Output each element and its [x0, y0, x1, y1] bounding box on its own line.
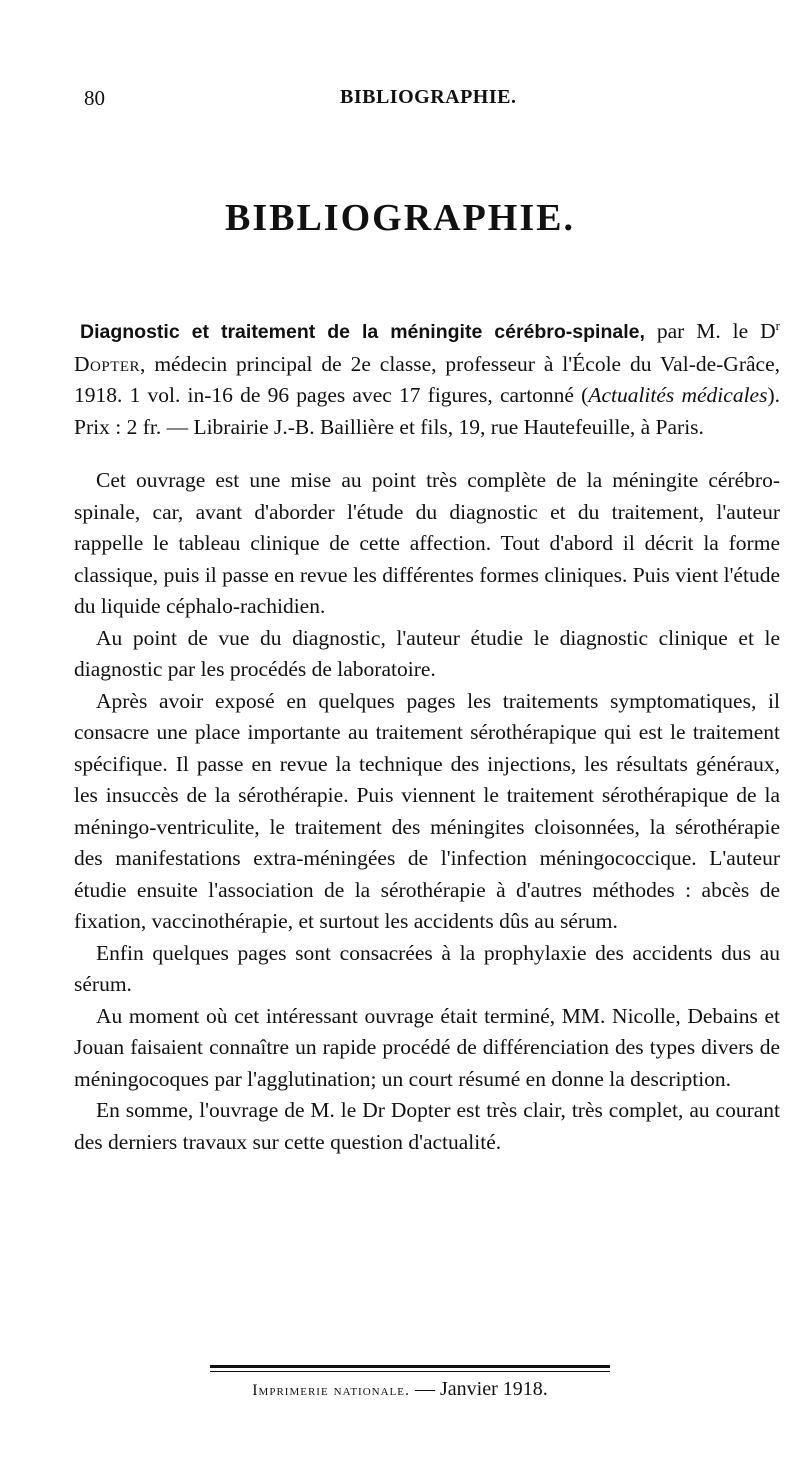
footer-rule-thin	[210, 1371, 610, 1372]
doctor-superscript: r	[775, 317, 780, 333]
review-paragraph: En somme, l'ouvrage de M. le Dr Dopter est très clair, très complet, au courant des derniers travaux sur cette question d'actualité.	[74, 1098, 780, 1154]
entry-by: par M. le D	[644, 319, 776, 343]
review-paragraph: Après avoir exposé en quelques pages les traitements symptomatiques, il consacre une place importante au traitement sérothérapique qui est le traitement spécifique. Il passe en revue la technique des injections, les résultats généraux, les insuccès de la sérothérapie. Puis viennent le traitement sérothérapique de la méningo-ventriculite, le traitement des méningites cloisonnées, la sérothérapie des manifestations extra-méningées de l'infection méningococcique. L'auteur étudie ensuite l'association de la sérothérapie à d'autres méthodes : abcès de fixation, vaccinothérapie, et surtout les accidents dûs au sérum.	[74, 688, 780, 933]
book-review	[74, 316, 780, 1158]
print-date: — Janvier 1918.	[410, 1378, 548, 1400]
footer-rule	[210, 1365, 610, 1372]
running-head	[0, 86, 800, 116]
entry-details: , médecin principal de 2e classe, professeur à l'École du Val-de-Grâce, 1918. 1 vol. in-16 de 96 pages avec 17 figures, cartonné (	[74, 351, 780, 407]
series-name: Actualités médicales	[588, 383, 768, 407]
review-paragraph: Au moment où cet intéressant ouvrage était terminé, MM. Nicolle, Debains et Jouan faisaient connaître un rapide procédé de différenciation des types divers de méningocoques par l'agglutination; un court résumé en donne la description.	[74, 1003, 780, 1091]
entry-details-end: ). Prix : 2 fr. — Librairie J.-B. Baillière et fils, 19, rue Hautefeuille, à Paris.	[74, 383, 780, 439]
review-paragraph: Enfin quelques pages sont consacrées à la prophylaxie des accidents dus au sérum.	[74, 940, 780, 996]
bibliographic-entry	[74, 316, 780, 443]
page-number: 80	[84, 86, 105, 110]
footer-rule-thick	[210, 1365, 610, 1368]
book-title: Diagnostic et traitement de la méningite cérébro-spinale,	[80, 321, 645, 343]
printer-name: Imprimerie nationale.	[252, 1382, 410, 1399]
review-body	[74, 465, 780, 1158]
review-paragraph: Au point de vue du diagnostic, l'auteur étudie le diagnostic clinique et le diagnostic par les procédés de laboratoire.	[74, 625, 780, 681]
review-paragraph: Cet ouvrage est une mise au point très complète de la méningite cérébro-spinale, car, avant d'aborder l'étude du diagnostic et du traitement, l'auteur rappelle le tableau clinique de cette affection. Tout d'abord il décrit la forme classique, puis il passe en revue les différentes formes cliniques. Puis vient l'étude du liquide céphalo-rachidien.	[74, 468, 780, 618]
section-title: BIBLIOGRAPHIE.	[224, 197, 576, 239]
author-name: Dopter	[74, 351, 141, 376]
running-title: BIBLIOGRAPHIE.	[340, 86, 517, 108]
printer-imprint	[0, 1378, 800, 1401]
